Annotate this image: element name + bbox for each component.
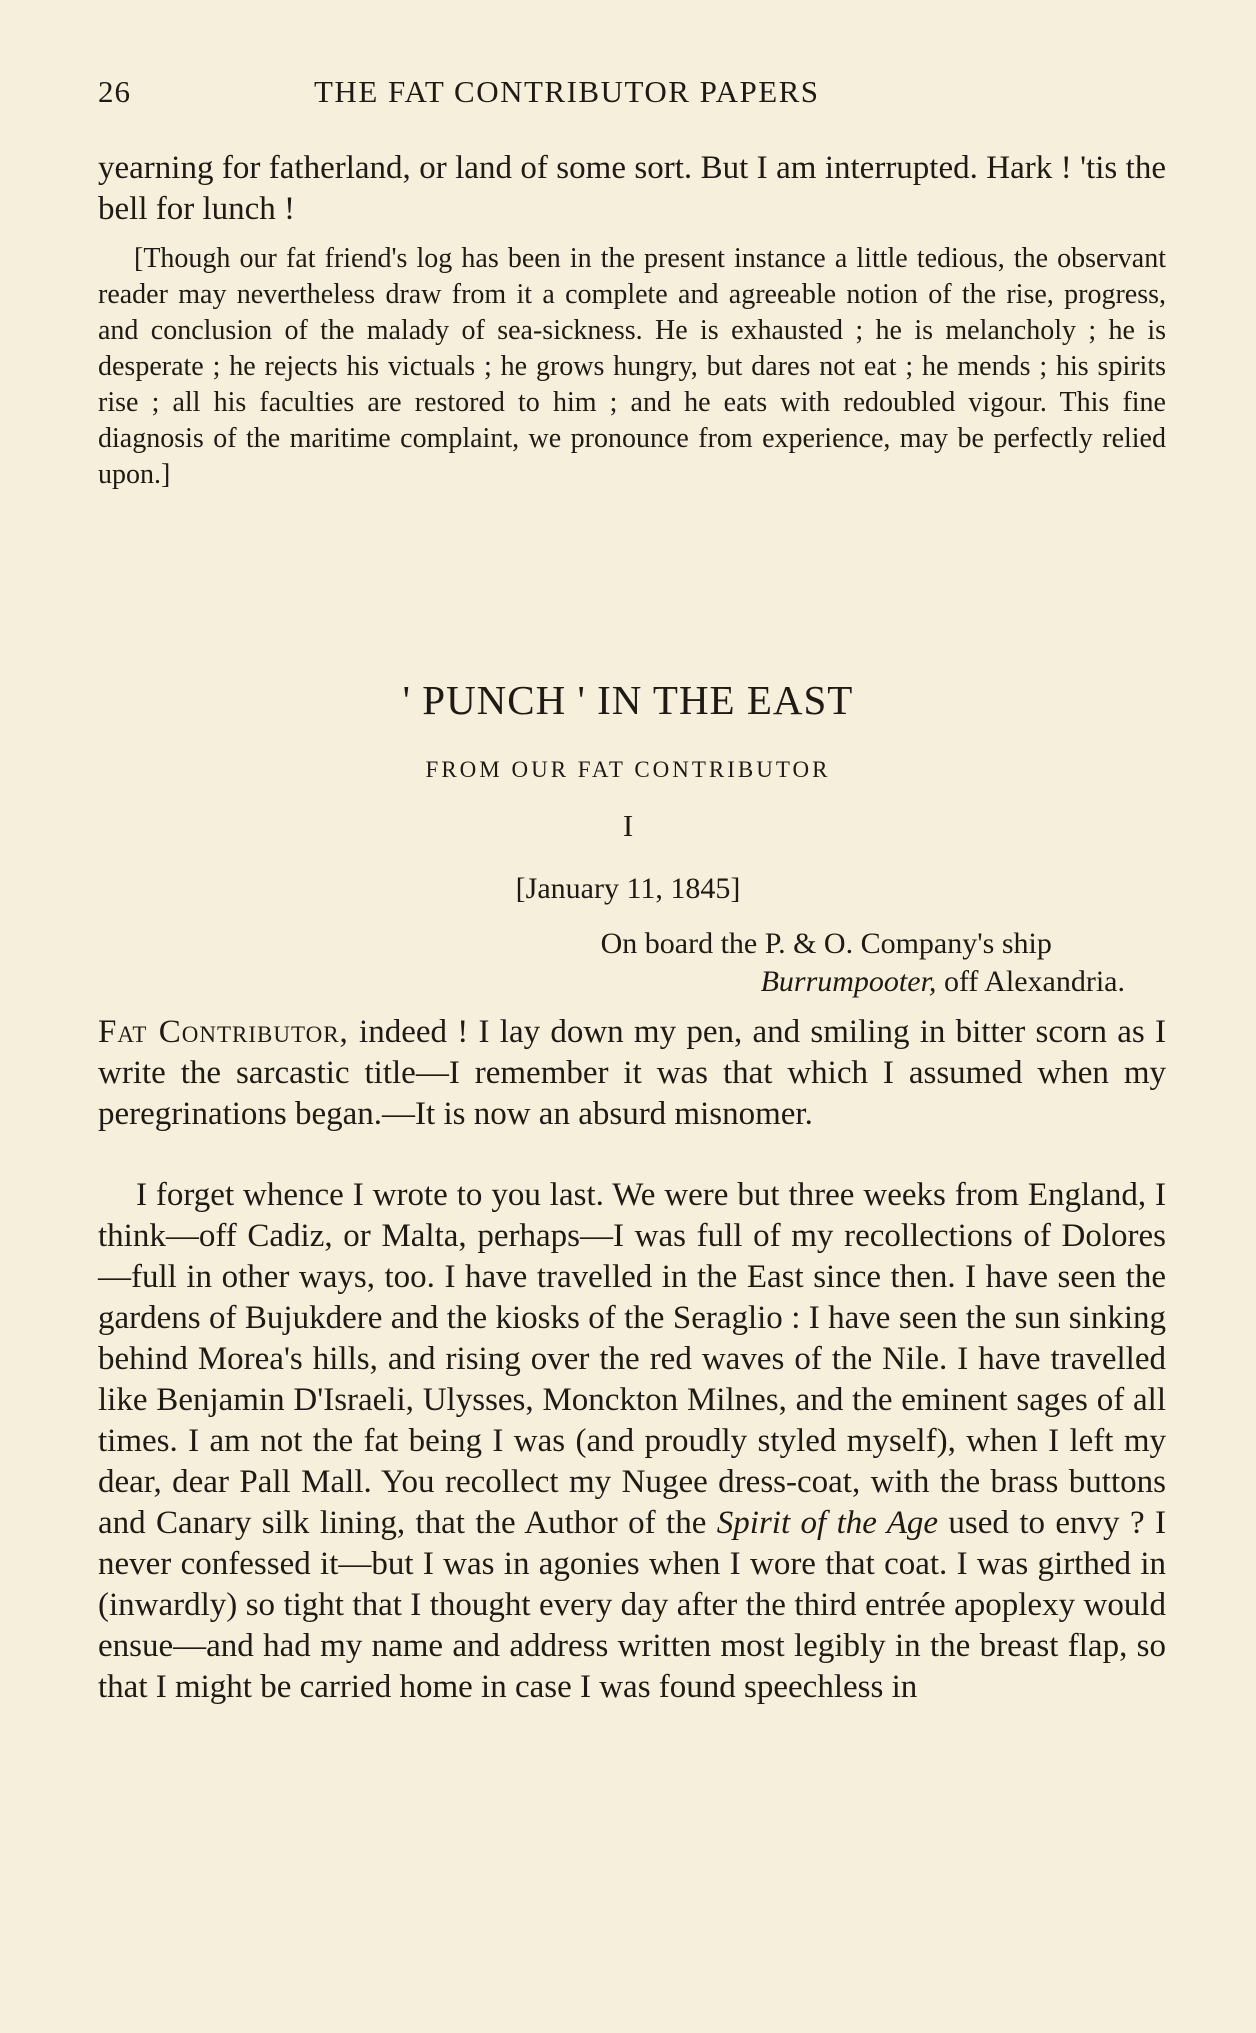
paragraph-1-text: indeed ! I lay down my pen, and smiling in bitter scorn as I write the sarcastic title—I remember it was that which I assumed when my peregrinations began.—It is now an absurd misnomer. [98, 1014, 1166, 1132]
editorial-note: [Though our fat friend's log has been in the present instance a little tedious, the observant reader may nevertheless draw from it a complete and agreeable notion of the rise, progress, and conclusion of the malady of sea-sickness. He is exhausted ; he is melancholy ; he is desperate ; he rejects his victuals ; he grows hungry, but dares not eat ; he mends ; his spirits rise ; all his faculties are restored to him ; and he eats with redoubled vigour. This fine diagnosis of the maritime complaint, we pronounce from experience, may be perfectly relied upon.] [98, 243, 1166, 490]
dateline-line-2 [601, 963, 1125, 1001]
body-paragraph-2 [98, 1175, 1166, 1708]
paragraph-2-text-a: I forget whence I wrote to you last. We were but three weeks from England, I think—off Cadiz, or Malta, perhaps—I was full of my recollections of Dolores—full in other ways, too. I have travelled in the East since then. I have seen the gardens of Bujukdere and the kiosks of the Seraglio : I have seen the sun sinking behind Morea's hills, and rising over the red waves of the Nile. I have travelled like Benjamin D'Israeli, Ulysses, Monckton Milnes, and the eminent sages of all times. I am not the fat being I was (and proudly styled myself), when I left my dear, dear Pall Mall. You recollect my Nugee dress-coat, with the brass buttons and Canary silk lining, that the Author of the [98, 1177, 1166, 1541]
section-title: ' PUNCH ' IN THE EAST [402, 677, 854, 723]
page-number: 26 [98, 74, 131, 109]
dateline [601, 925, 1125, 1001]
dateline-line-1: On board the P. & O. Company's ship [600, 927, 1052, 960]
running-title: THE FAT CONTRIBUTOR PAPERS [314, 74, 820, 109]
section-numeral: I [622, 808, 634, 843]
paragraph-2-text-b: used to envy ? I never confessed it—but I was in agonies when I wore that coat. I was girthed in (inwardly) so tight that I thought every day after the third entrée apoplexy would ensue—and had my name and address written most legibly in the breast flap, so that I might be carried home in case I was found speechless in [98, 1505, 1166, 1705]
section-date: [January 11, 1845] [515, 872, 741, 905]
paragraph-lead: Fat Contributor, [98, 1014, 349, 1050]
body-paragraph-1 [98, 1012, 1166, 1135]
book-title: Spirit of the Age [716, 1505, 939, 1541]
ship-name: Burrumpooter, [760, 965, 937, 998]
section-subtitle: FROM OUR FAT CONTRIBUTOR [425, 757, 831, 782]
intro-paragraph: yearning for fatherland, or land of some sort. But I am interrupted. Hark ! 'tis the bell for lunch ! [98, 150, 1166, 227]
running-head [98, 74, 1166, 114]
dateline-location: off Alexandria. [936, 965, 1125, 998]
